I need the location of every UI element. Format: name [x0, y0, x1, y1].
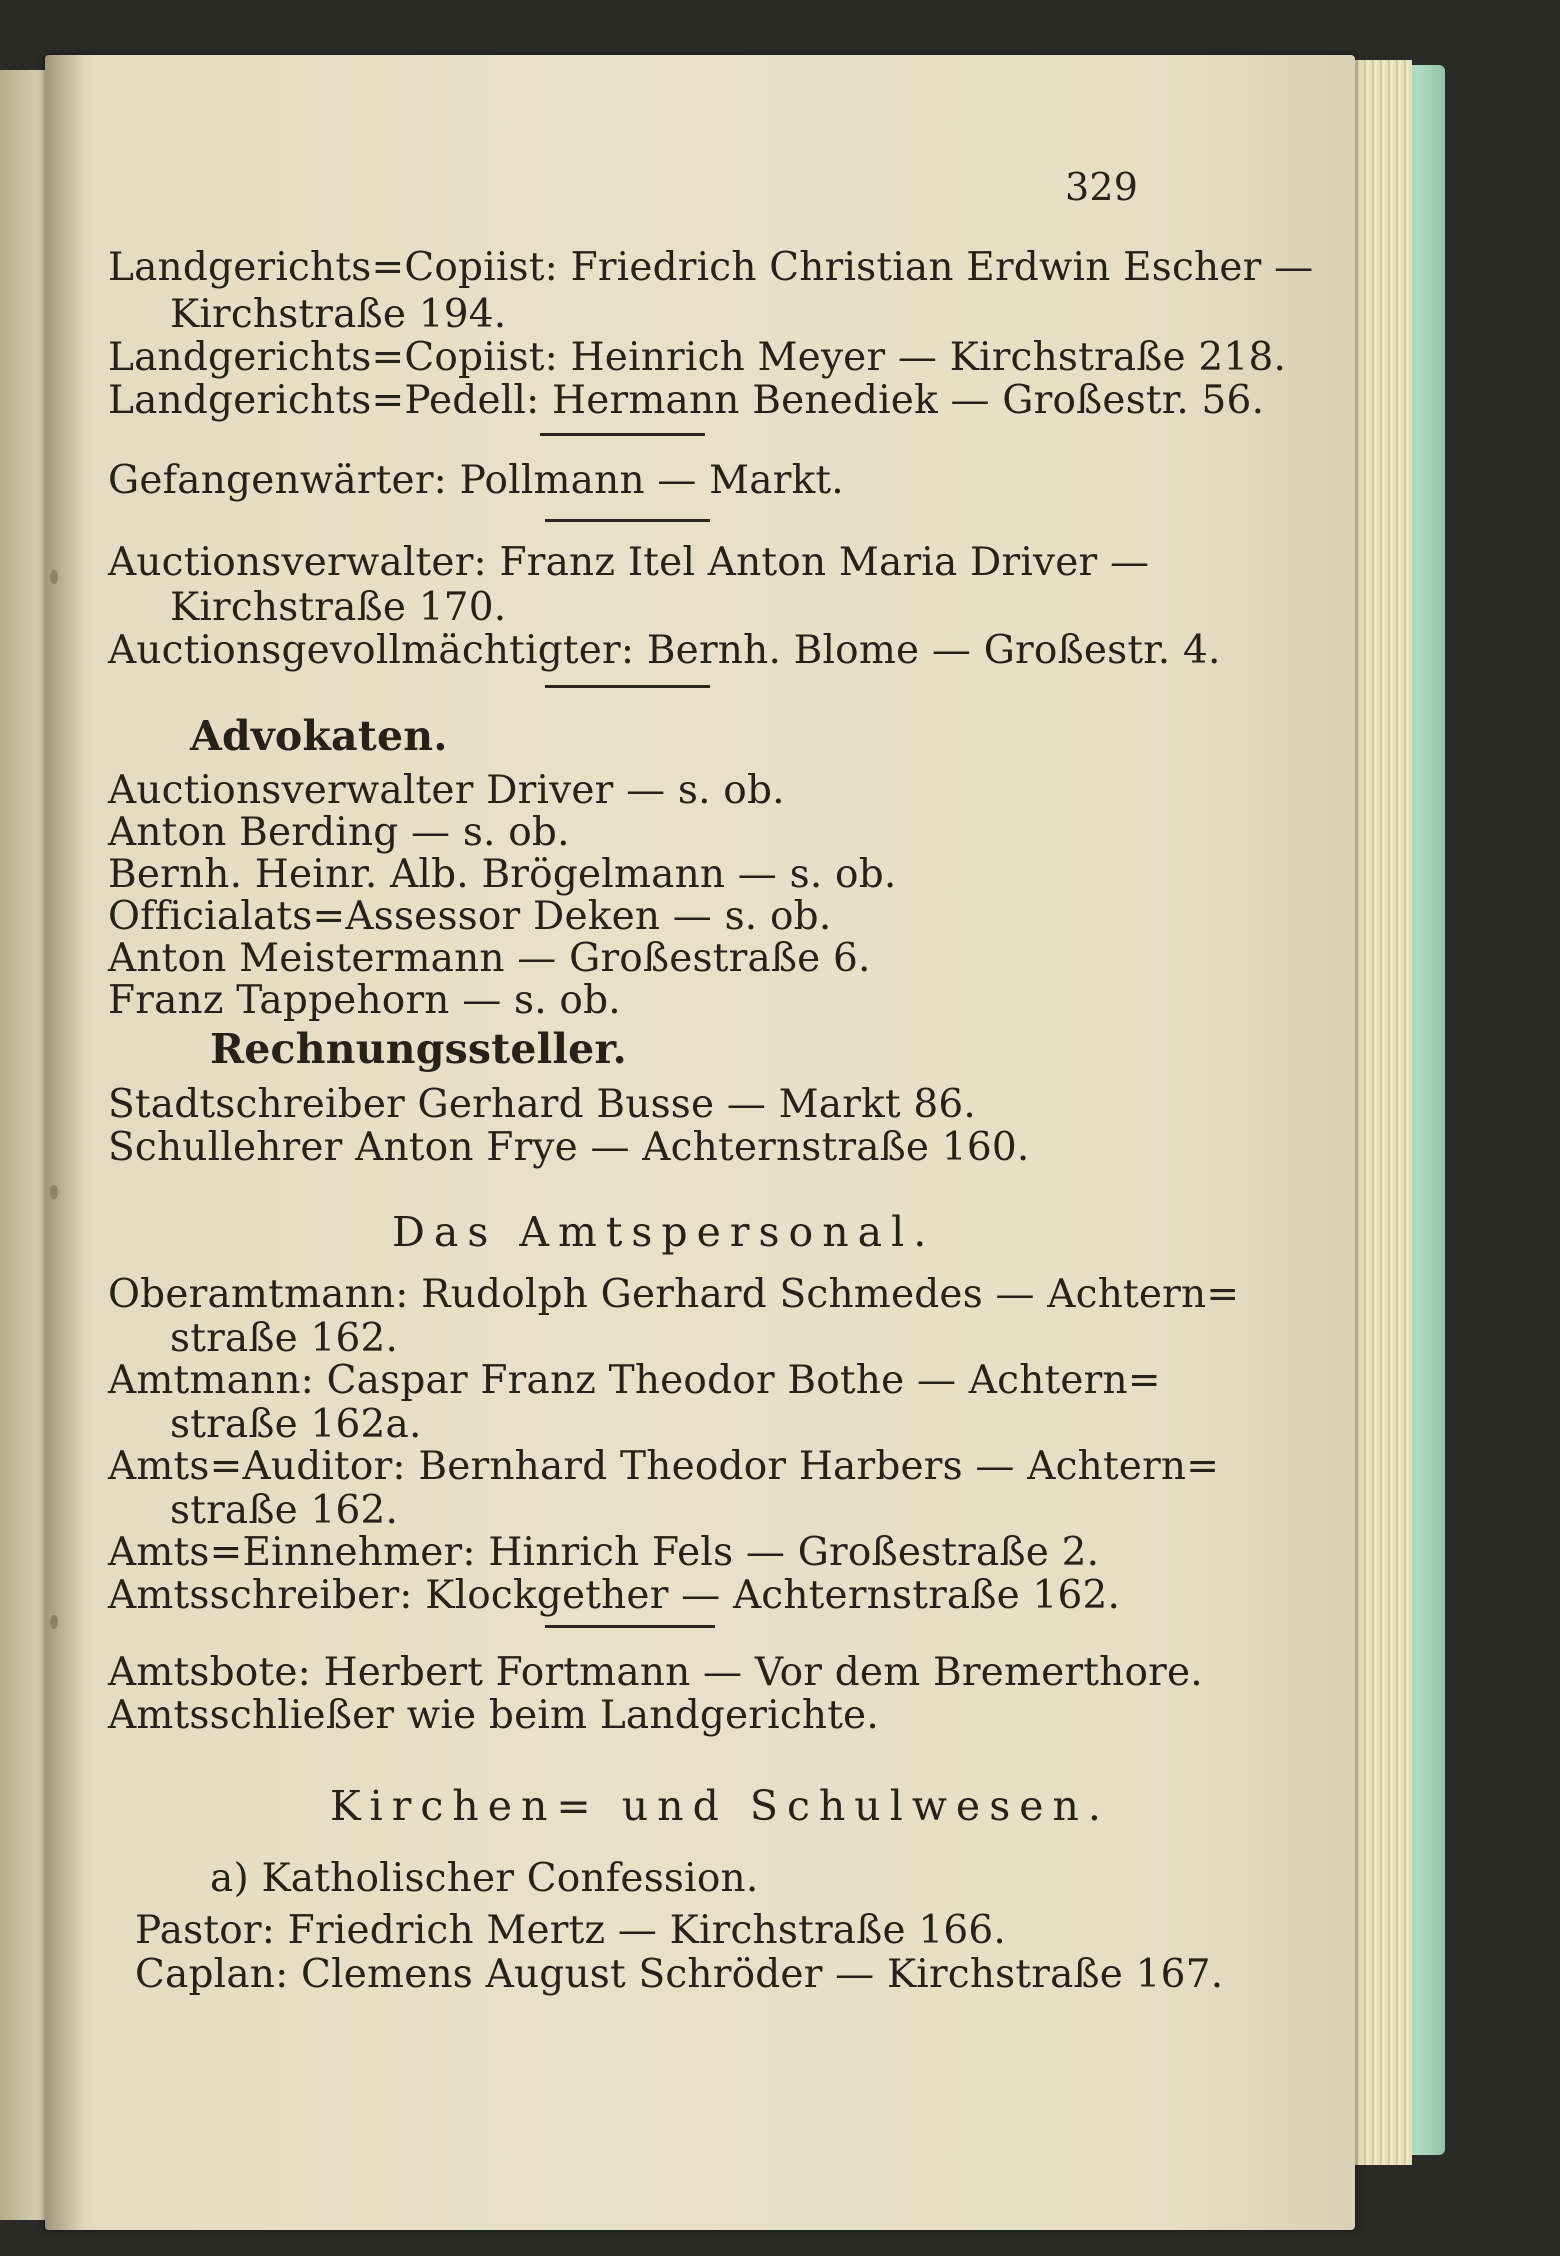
text-line: Schullehrer Anton Frye — Achternstraße 160.: [108, 1125, 1030, 1170]
text-line: Kirchstraße 194.: [170, 292, 507, 337]
section-rule: [540, 433, 705, 436]
binding-hole: [50, 570, 58, 584]
text-line: Amtsbote: Herbert Fortmann — Vor dem Bremerthore.: [108, 1650, 1203, 1695]
text-line: Auctionsgevollmächtigter: Bernh. Blome — Großestr. 4.: [108, 628, 1221, 673]
text-line: Amtmann: Caspar Franz Theodor Bothe — Achtern=: [108, 1358, 1161, 1403]
section-rule: [545, 1625, 715, 1628]
text-line: Amtsschließer wie beim Landgerichte.: [108, 1693, 879, 1738]
text-line: Stadtschreiber Gerhard Busse — Markt 86.: [108, 1082, 977, 1127]
text-line: Amts=Einnehmer: Hinrich Fels — Großestraße 2.: [108, 1530, 1100, 1575]
text-line: Auctionsverwalter Driver — s. ob.: [108, 768, 785, 813]
text-line: straße 162.: [170, 1488, 399, 1533]
text-line: Officialats=Assessor Deken — s. ob.: [108, 894, 832, 939]
subsection-heading: a) Katholischer Confession.: [210, 1856, 759, 1901]
binding-hole: [50, 1615, 58, 1629]
text-line: Kirchstraße 170.: [170, 585, 507, 630]
section-rule: [545, 685, 710, 688]
text-line: Franz Tappehorn — s. ob.: [108, 978, 621, 1023]
text-line: Bernh. Heinr. Alb. Brögelmann — s. ob.: [108, 852, 897, 897]
section-heading: Advokaten.: [190, 712, 448, 760]
binding-hole: [50, 1185, 58, 1199]
text-line: straße 162.: [170, 1316, 399, 1361]
text-line: Pastor: Friedrich Mertz — Kirchstraße 166.: [135, 1908, 1007, 1953]
text-line: Anton Meistermann — Großestraße 6.: [108, 936, 871, 981]
section-heading: Kirchen= und Schulwesen.: [330, 1782, 1110, 1830]
section-rule: [545, 519, 710, 522]
text-line: Landgerichts=Pedell: Hermann Benediek — Großestr. 56.: [108, 378, 1265, 423]
text-line: Caplan: Clemens August Schröder — Kirchstraße 167.: [135, 1952, 1224, 1997]
text-line: Landgerichts=Copiist: Friedrich Christian Erdwin Escher —: [108, 245, 1314, 290]
page-number: 329: [1065, 165, 1139, 209]
text-line: Landgerichts=Copiist: Heinrich Meyer — Kirchstraße 218.: [108, 335, 1287, 380]
section-heading: Das Amtspersonal.: [392, 1208, 936, 1256]
text-line: Oberamtmann: Rudolph Gerhard Schmedes — Achtern=: [108, 1272, 1240, 1317]
gutter-shadow: [45, 55, 85, 2230]
section-heading: Rechnungssteller.: [210, 1025, 627, 1073]
text-line: Amtsschreiber: Klockgether — Achternstraße 162.: [108, 1573, 1121, 1618]
text-line: straße 162a.: [170, 1402, 422, 1447]
text-line: Auctionsverwalter: Franz Itel Anton Maria Driver —: [108, 540, 1150, 585]
text-line: Anton Berding — s. ob.: [108, 810, 570, 855]
text-line: Amts=Auditor: Bernhard Theodor Harbers — Achtern=: [108, 1444, 1220, 1489]
text-line: Gefangenwärter: Pollmann — Markt.: [108, 458, 844, 503]
